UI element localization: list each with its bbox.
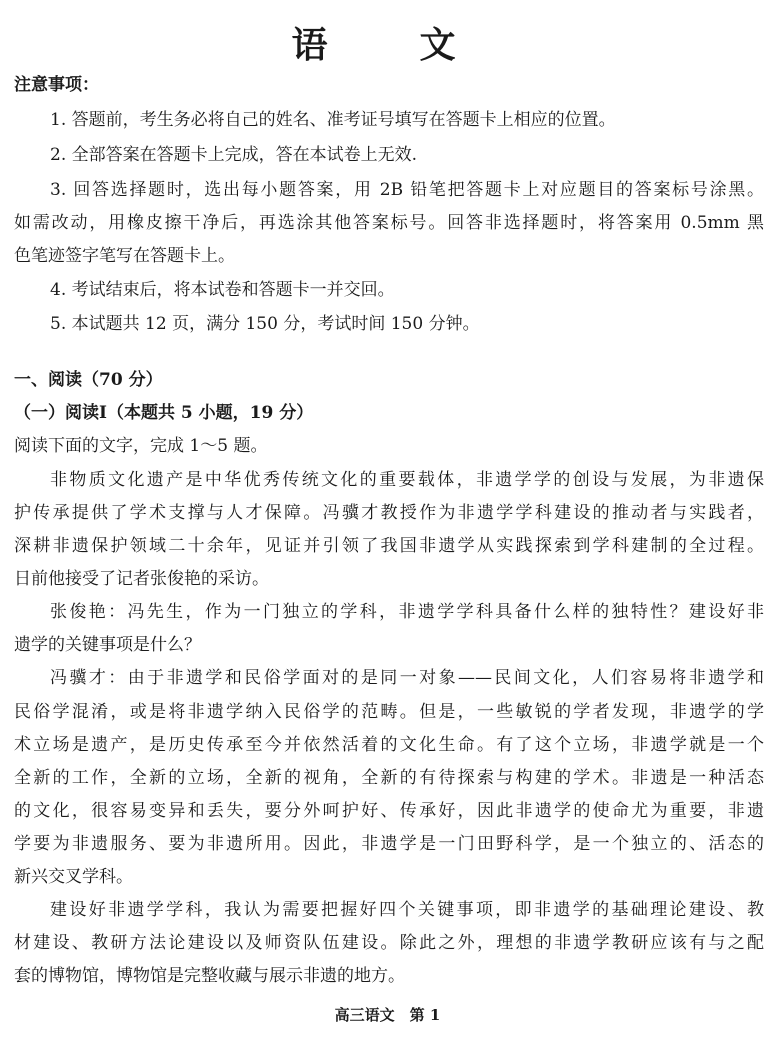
passage-line: 学要为非遗服务、要为非遗所用。因此，非遗学是一门田野科学，是一个独立的、活态的 (14, 834, 764, 854)
section-subtitle: （一）阅读Ⅰ（本题共 5 小题，19 分） (14, 403, 314, 423)
passage-line: 张俊艳：冯先生，作为一门独立的学科，非遗学学科具备什么样的独特性？建设好非 (50, 602, 764, 622)
section-title: 一、阅读（70 分） (14, 370, 163, 390)
passage-line: 材建设、教研方法论建设以及师资队伍建设。除此之外，理想的非遗学教研应该有与之配 (14, 933, 764, 953)
notice-item-2: 2. 全部答案在答题卡上完成，答在本试卷上无效. (50, 145, 418, 165)
notice-heading: 注意事项： (14, 75, 99, 95)
passage-line: 全新的工作，全新的立场，全新的视角，全新的有待探索与构建的学术。非遗是一种活态 (14, 768, 764, 788)
passage-line: 术立场是遗产，是历史传承至今并依然活着的文化生命。有了这个立场，非遗学就是一个 (14, 735, 764, 755)
passage-line: 非物质文化遗产是中华优秀传统文化的重要载体，非遗学学的创设与发展，为非遗保 (50, 470, 764, 490)
notice-item-3: 3. 回答选择题时，选出每小题答案，用 2B 铅笔把答题卡上对应题目的答案标号涂黑。 (50, 180, 764, 200)
page-footer: 高三语文 第 1 (334, 1006, 441, 1024)
passage-line: 新兴交叉学科。 (14, 867, 133, 887)
passage-line: 护传承提供了学术支撑与人才保障。冯骥才教授作为非遗学学科建设的推动者与实践者， (14, 503, 764, 523)
passage-line: 套的博物馆，博物馆是完整收藏与展示非遗的地方。 (14, 966, 405, 986)
notice-item-3-cont: 如需改动，用橡皮擦干净后，再选涂其他答案标号。回答非选择题时，将答案用 0.5mm 黑 (14, 213, 764, 233)
passage-line: 深耕非遗保护领域二十余年，见证并引领了我国非遗学从实践探索到学科建制的全过程。 (14, 536, 764, 556)
notice-item-1: 1. 答题前，考生务必将自己的姓名、准考证号填写在答题卡上相应的位置。 (50, 110, 616, 130)
passage-line: 的文化，很容易变异和丢失，要分外呵护好、传承好，因此非遗学的使命尤为重要，非遗 (14, 801, 764, 821)
notice-item-5: 5. 本试题共 12 页，满分 150 分，考试时间 150 分钟。 (50, 314, 480, 334)
passage-line: 民俗学混淆，或是将非遗学纳入民俗学的范畴。但是，一些敏锐的学者发现，非遗学的学 (14, 702, 764, 722)
passage-line: 遗学的关键事项是什么？ (14, 635, 201, 655)
passage-line: 冯骥才：由于非遗学和民俗学面对的是同一对象——民间文化，人们容易将非遗学和 (50, 668, 764, 688)
notice-item-3-end: 色笔迹签字笔写在答题卡上。 (14, 246, 235, 266)
page-title: 语 文 (291, 24, 484, 66)
passage-line: 建设好非遗学学科，我认为需要把握好四个关键事项，即非遗学的基础理论建设、教 (50, 900, 764, 920)
passage-line: 日前他接受了记者张俊艳的采访。 (14, 569, 269, 589)
section-instruction: 阅读下面的文字，完成 1～5 题。 (14, 436, 268, 456)
notice-item-4: 4. 考试结束后，将本试卷和答题卡一并交回。 (50, 280, 395, 300)
